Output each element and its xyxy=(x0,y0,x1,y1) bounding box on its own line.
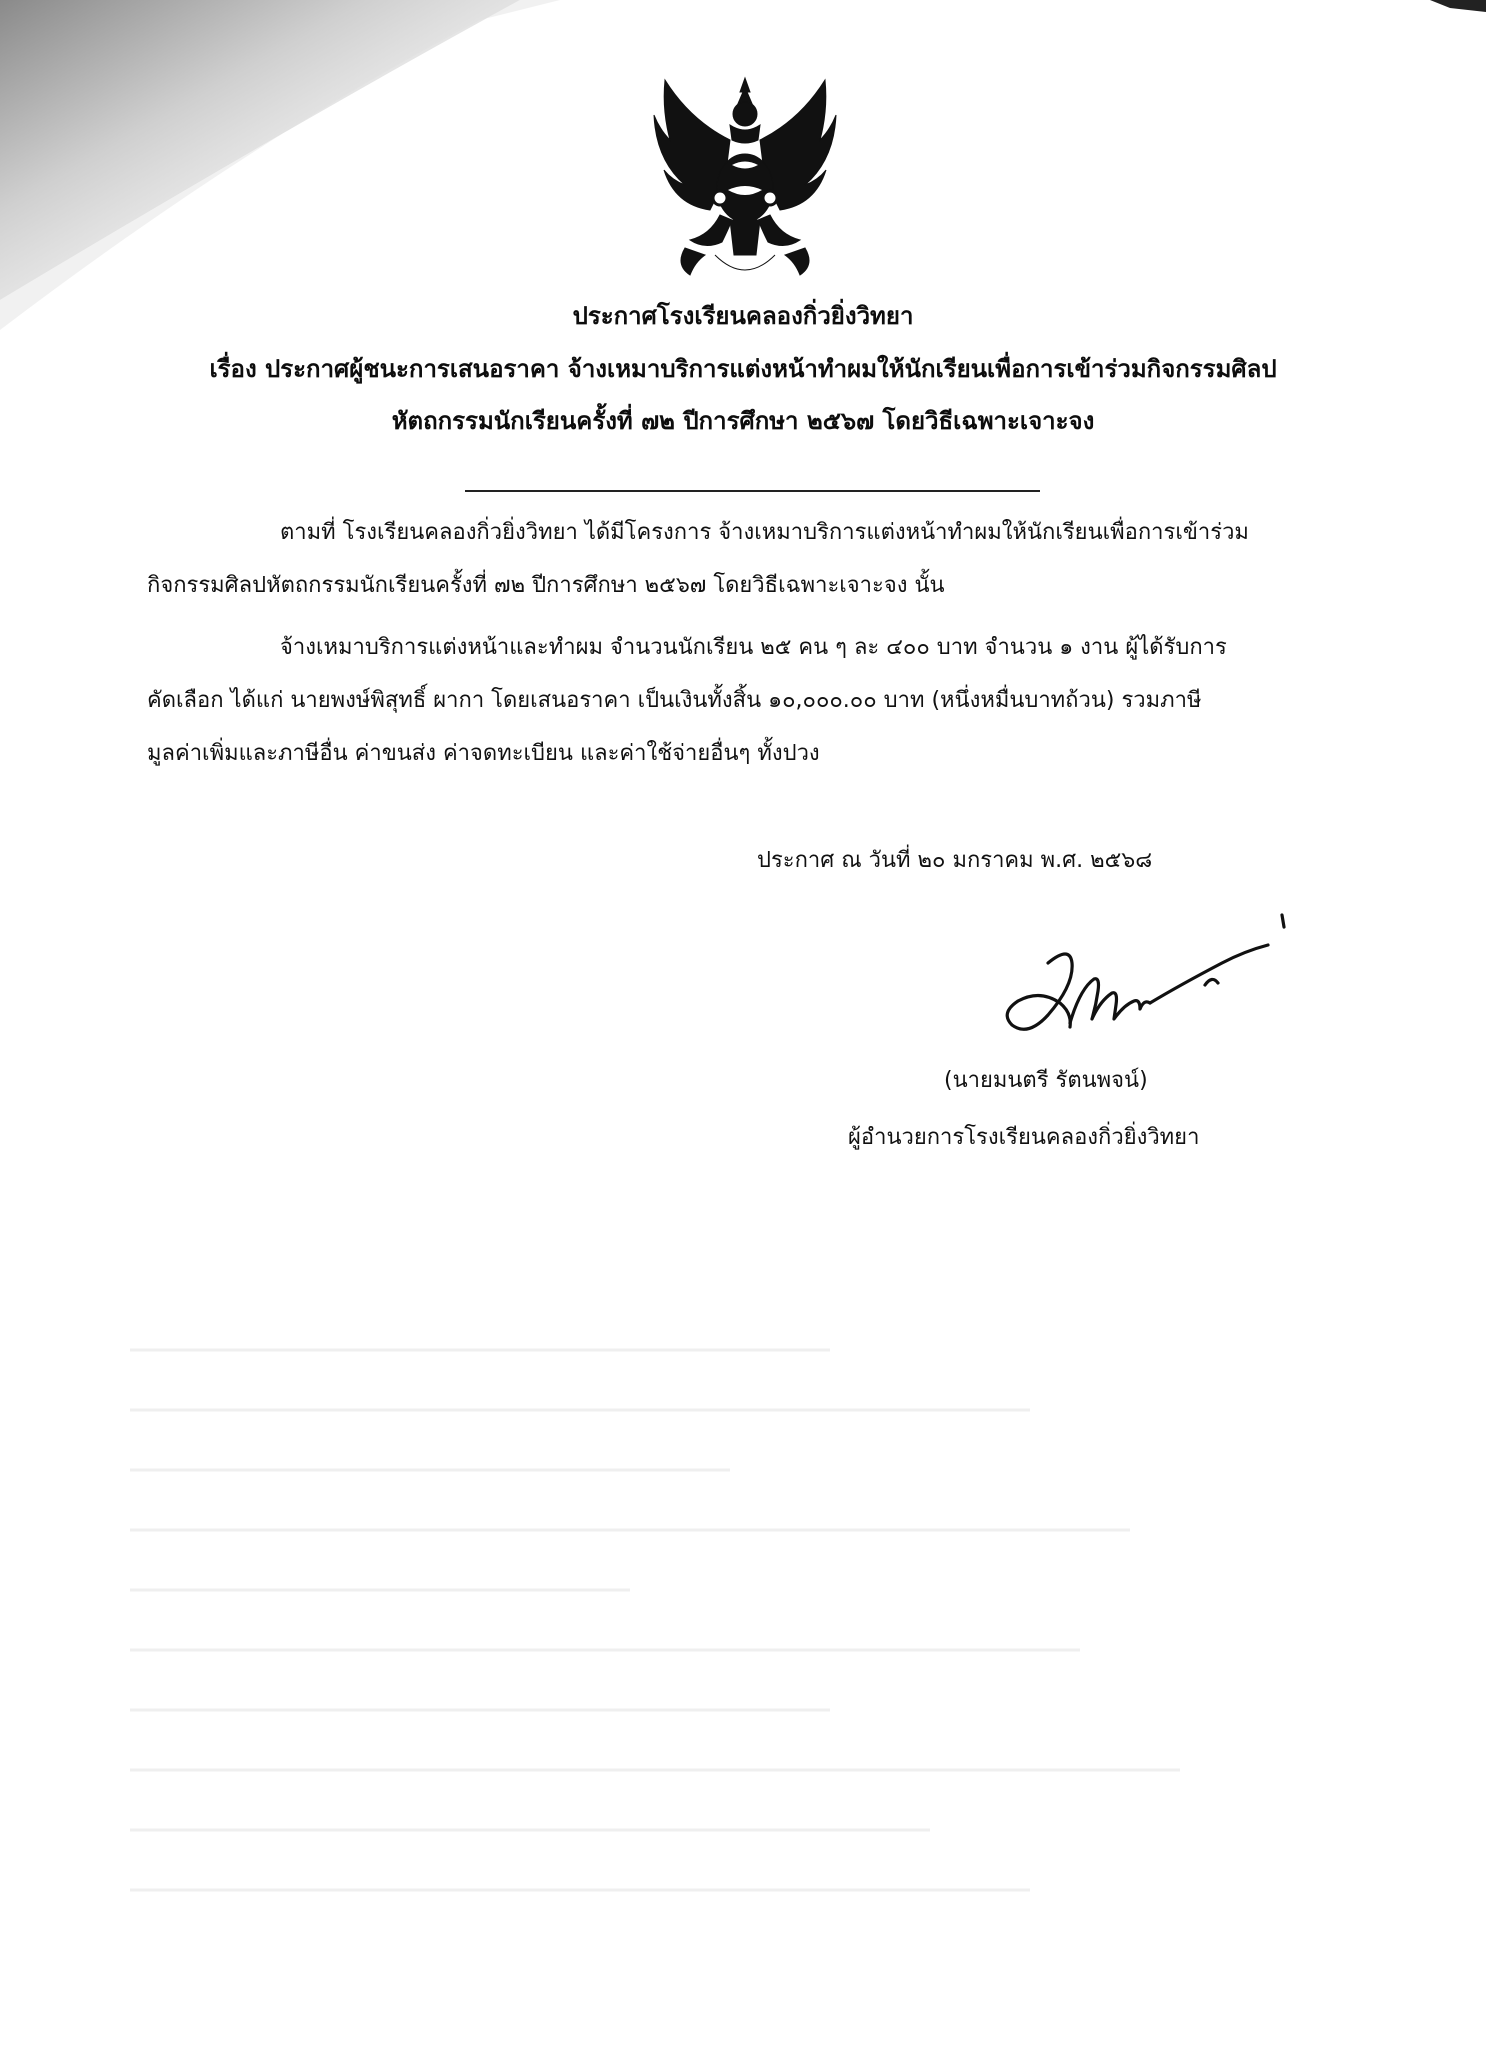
paragraph-1-line-2: กิจกรรมศิลปหัตถกรรมนักเรียนครั้งที่ ๗๒ ปีการศึกษา ๒๕๖๗ โดยวิธีเฉพาะเจาะจง นั้น xyxy=(147,573,945,598)
signer-title: ผู้อำนวยการโรงเรียนคลองกิ่วยิ่งวิทยา xyxy=(848,1125,1200,1150)
garuda-emblem-icon xyxy=(650,70,840,285)
paragraph-1-line-1: ตามที่ โรงเรียนคลองกิ่วยิ่งวิทยา ได้มีโครงการ จ้างเหมาบริการแต่งหน้าทำผมให้นักเรียนเพื่อการเข้าร่วม xyxy=(280,520,1249,545)
signer-name: (นายมนตรี รัตนพจน์) xyxy=(944,1068,1148,1093)
heading-divider xyxy=(465,490,1040,492)
paragraph-2-line-3: มูลค่าเพิ่มและภาษีอื่น ค่าขนส่ง ค่าจดทะเบียน และค่าใช้จ่ายอื่นๆ ทั้งปวง xyxy=(147,741,820,766)
announcement-subject-continued: หัตถกรรมนักเรียนครั้งที่ ๗๒ ปีการศึกษา ๒๕๖๗ โดยวิธีเฉพาะเจาะจง xyxy=(391,407,1095,435)
show-through-texture xyxy=(130,1330,1330,1950)
handwritten-signature-icon xyxy=(1000,905,1290,1055)
announcement-subject: เรื่อง ประกาศผู้ชนะการเสนอราคา จ้างเหมาบริการแต่งหน้าทำผมให้นักเรียนเพื่อการเข้าร่วมกิจกรรมศิลป xyxy=(209,355,1277,383)
paragraph-2-line-1: จ้างเหมาบริการแต่งหน้าและทำผม จำนวนนักเรียน ๒๕ คน ๆ ละ ๔๐๐ บาท จำนวน ๑ งาน ผู้ได้รับการ xyxy=(280,635,1227,660)
announcement-title: ประกาศโรงเรียนคลองกิ่วยิ่งวิทยา xyxy=(572,302,914,330)
announcement-date: ประกาศ ณ วันที่ ๒๐ มกราคม พ.ศ. ๒๕๖๘ xyxy=(757,848,1153,873)
paragraph-2-line-2: คัดเลือก ได้แก่ นายพงษ์พิสุทธิ์ ผากา โดยเสนอราคา เป็นเงินทั้งสิ้น ๑๐,๐๐๐.๐๐ บาท (หนึ่งหมื่นบาทถ้วน) รวมภาษี xyxy=(147,688,1202,713)
